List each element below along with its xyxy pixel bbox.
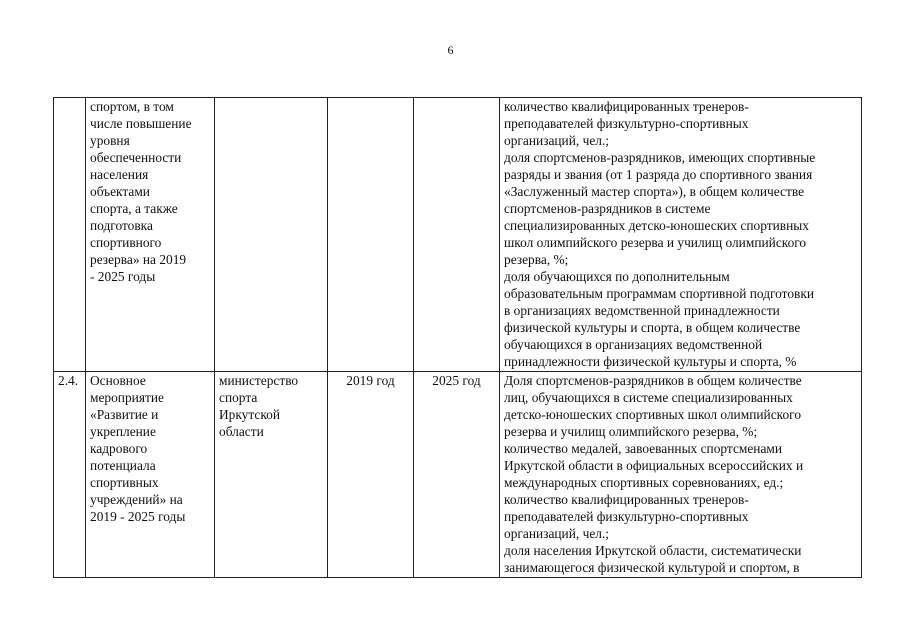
text-line: лиц, обучающихся в системе специализированных	[504, 390, 793, 405]
text-line: области	[219, 424, 264, 439]
text-line: мероприятие	[90, 390, 164, 405]
text-line: преподавателей физкультурно-спортивных	[504, 116, 749, 131]
text-line: потенциала	[90, 458, 156, 473]
indicators-cell	[500, 372, 862, 578]
text-line: резерва и училищ олимпийского резерва, %;	[504, 424, 758, 439]
text-line: укрепление	[90, 424, 156, 439]
text-line: доля населения Иркутской области, систематически	[504, 543, 802, 558]
text-line: спорта, а также	[90, 201, 178, 216]
text-line: международных спортивных соревнованиях, ед.;	[504, 475, 784, 490]
text-line: Иркутской	[219, 407, 281, 422]
text-line: в организациях ведомственной принадлежности	[504, 303, 780, 318]
table-row	[54, 372, 862, 578]
text-line: учреждений» на	[90, 492, 183, 507]
page-number: 6	[447, 43, 454, 57]
text-line: принадлежности физической культуры и спорта, %	[504, 354, 797, 369]
text-line: детско-юношеских спортивных школ олимпийского	[504, 407, 802, 422]
executor-cell	[215, 372, 328, 578]
activity-name-cell	[86, 98, 215, 372]
text-line: населения	[90, 167, 149, 182]
indicators-cell	[500, 98, 862, 372]
text-line: резерва, %;	[504, 252, 569, 267]
text-line: спортивного	[90, 235, 162, 250]
text-line: «Заслуженный мастер спорта»), в общем количестве	[504, 184, 805, 199]
text-line: разряды и звания (от 1 разряда до спортивного звания	[504, 167, 813, 182]
text-line: школ олимпийского резерва и училищ олимпийского	[504, 235, 807, 250]
text-line: физической культуры и спорта, в общем количестве	[504, 320, 801, 335]
text-line: организаций, чел.;	[504, 526, 610, 541]
text-line: количество медалей, завоеванных спортсменами	[504, 441, 783, 456]
table-row	[54, 98, 862, 372]
text-line: «Развитие и	[90, 407, 159, 422]
program-activities-table	[53, 97, 862, 578]
text-line: Основное	[90, 373, 146, 388]
text-line: спортивных	[90, 475, 159, 490]
text-line: спортом, в том	[90, 99, 174, 114]
text-line: спорта	[219, 390, 258, 405]
text-line: преподавателей физкультурно-спортивных	[504, 509, 749, 524]
activity-name-cell	[86, 372, 215, 578]
text-line: кадрового	[90, 441, 148, 456]
text-line: министерство	[219, 373, 299, 388]
end-year-cell: 2025 год	[414, 372, 500, 578]
text-line: организаций, чел.;	[504, 133, 610, 148]
start-year-cell: 2019 год	[328, 372, 414, 578]
text-line: обеспеченности	[90, 150, 182, 165]
text-line: - 2025 годы	[90, 269, 156, 284]
text-line: занимающегося физической культурой и спортом, в	[504, 560, 800, 575]
text-line: количество квалифицированных тренеров-	[504, 99, 749, 114]
end-year-cell	[414, 98, 500, 372]
text-line: образовательным программам спортивной подготовки	[504, 286, 815, 301]
text-line: спортсменов-разрядников в системе	[504, 201, 711, 216]
text-line: Доля спортсменов-разрядников в общем количестве	[504, 373, 802, 388]
text-line: количество квалифицированных тренеров-	[504, 492, 749, 507]
text-line: уровня	[90, 133, 130, 148]
text-line: специализированных детско-юношеских спортивных	[504, 218, 809, 233]
text-line: числе повышение	[90, 116, 192, 131]
text-line: доля обучающихся по дополнительным	[504, 269, 730, 284]
start-year-cell	[328, 98, 414, 372]
text-line: объектами	[90, 184, 150, 199]
text-line: резерва» на 2019	[90, 252, 187, 267]
row-number-cell	[54, 98, 86, 372]
text-line: Иркутской области в официальных всероссийских и	[504, 458, 804, 473]
text-line: 2019 - 2025 годы	[90, 509, 186, 524]
text-line: обучающихся в организациях ведомственной	[504, 337, 763, 352]
text-line: подготовка	[90, 218, 153, 233]
row-number-cell: 2.4.	[54, 372, 86, 578]
executor-cell	[215, 98, 328, 372]
text-line: доля спортсменов-разрядников, имеющих спортивные	[504, 150, 816, 165]
